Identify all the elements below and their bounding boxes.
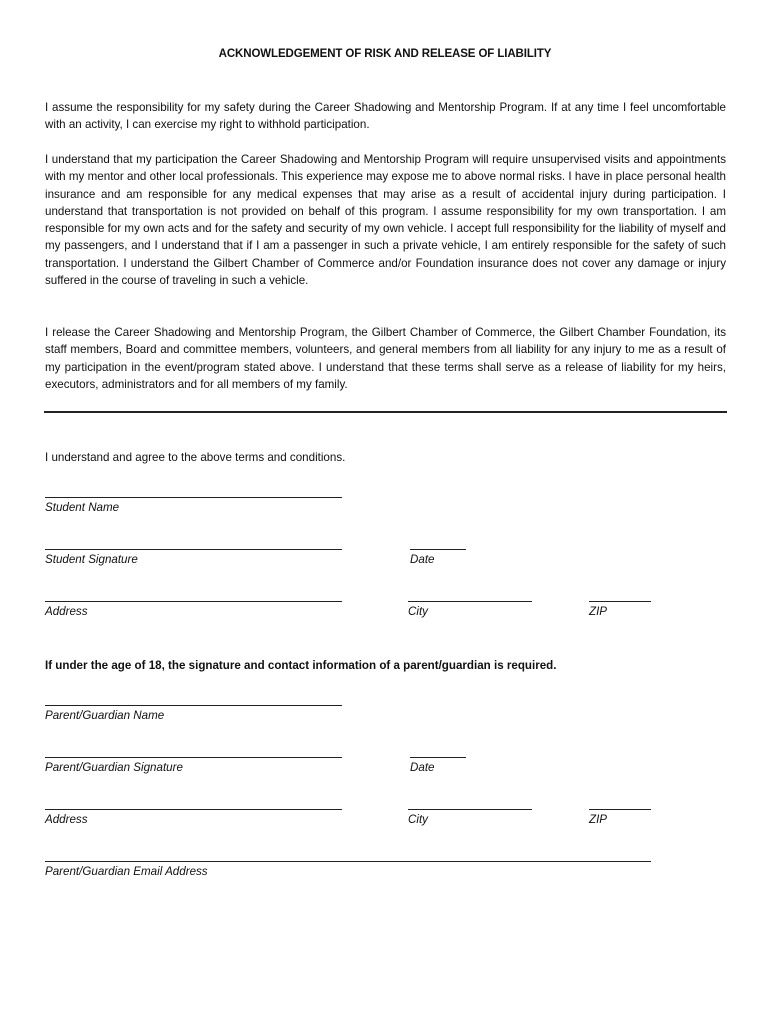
guardian-signature-field[interactable] [45,757,342,774]
guardian-city-line[interactable] [408,809,532,810]
student-zip-field[interactable] [589,601,651,618]
document-title: ACKNOWLEDGEMENT OF RISK AND RELEASE OF LIABILITY [218,48,552,60]
safety-paragraph: I assume the responsibility for my safety during the Career Shadowing and Mentorship Program. If at any time I feel uncomfortable with an activity, I can exercise my right to withhold participation. [45,101,726,132]
guardian-name-field[interactable] [45,705,342,722]
guardian-address-label: Address [45,813,88,826]
guardian-zip-label: ZIP [589,813,608,826]
student-signature-label: Student Signature [45,553,138,566]
student-name-line[interactable] [45,497,342,498]
guardian-date-line[interactable] [410,757,466,758]
guardian-name-line[interactable] [45,705,342,706]
student-zip-label: ZIP [589,605,608,618]
guardian-zip-field[interactable] [589,809,651,826]
student-city-line[interactable] [408,601,532,602]
guardian-date-field[interactable] [410,757,466,774]
student-city-label: City [408,605,428,618]
guardian-email-line[interactable] [45,861,651,862]
guardian-zip-line[interactable] [589,809,651,810]
guardian-address-field[interactable] [45,809,342,826]
student-date-line[interactable] [410,549,466,550]
student-name-label: Student Name [45,501,120,514]
guardian-email-field[interactable] [45,861,651,878]
student-address-label: Address [45,605,88,618]
guardian-signature-line[interactable] [45,757,342,758]
student-signature-line[interactable] [45,549,342,550]
guardian-name-label: Parent/Guardian Name [45,709,165,722]
student-date-field[interactable] [410,549,466,566]
student-address-field[interactable] [45,601,342,618]
guardian-signature-label: Parent/Guardian Signature [45,761,183,774]
guardian-date-label: Date [410,761,435,774]
agreement-statement: I understand and agree to the above terms and conditions. [45,451,346,464]
guardian-city-label: City [408,813,428,826]
student-city-field[interactable] [408,601,532,618]
participation-paragraph: I understand that my participation the Career Shadowing and Mentorship Program will require unsupervised visits and appointments with my mentor and other local professionals. This experience may expose me to above normal risks. I have in place personal health insurance and am responsible for any medical expenses that may arise as a result of accidental injury during participation. I understand that transportation is not provided on behalf of this program. I assume responsibility for my own transportation. I am responsible for my own acts and for the safety and security of my own vehicle. I accept full responsibility for the liability of myself and my passengers, and I understand that if I am a passenger in such a private vehicle, I am entirely responsible for the safety of such transportation. I understand the Gilbert Chamber of Commerce and/or Foundation insurance does not cover any damage or injury suffered in the course of traveling in such a vehicle. [45,153,726,288]
student-zip-line[interactable] [589,601,651,602]
section-divider [44,411,727,413]
guardian-requirement-note: If under the age of 18, the signature and contact information of a parent/guardian is required. [45,659,557,672]
guardian-address-line[interactable] [45,809,342,810]
student-name-field[interactable] [45,497,342,514]
student-date-label: Date [410,553,435,566]
student-address-line[interactable] [45,601,342,602]
student-signature-field[interactable] [45,549,342,566]
guardian-city-field[interactable] [408,809,532,826]
release-paragraph: I release the Career Shadowing and Mentorship Program, the Gilbert Chamber of Commerce, the Gilbert Chamber Foundation, its staff members, Board and committee members, volunteers, and general members from all liability for any injury to me as a result of my participation in the event/program stated above. I understand that these terms shall serve as a release of liability for my heirs, executors, administrators and for all members of my family. [45,326,726,391]
guardian-email-label: Parent/Guardian Email Address [45,865,208,878]
